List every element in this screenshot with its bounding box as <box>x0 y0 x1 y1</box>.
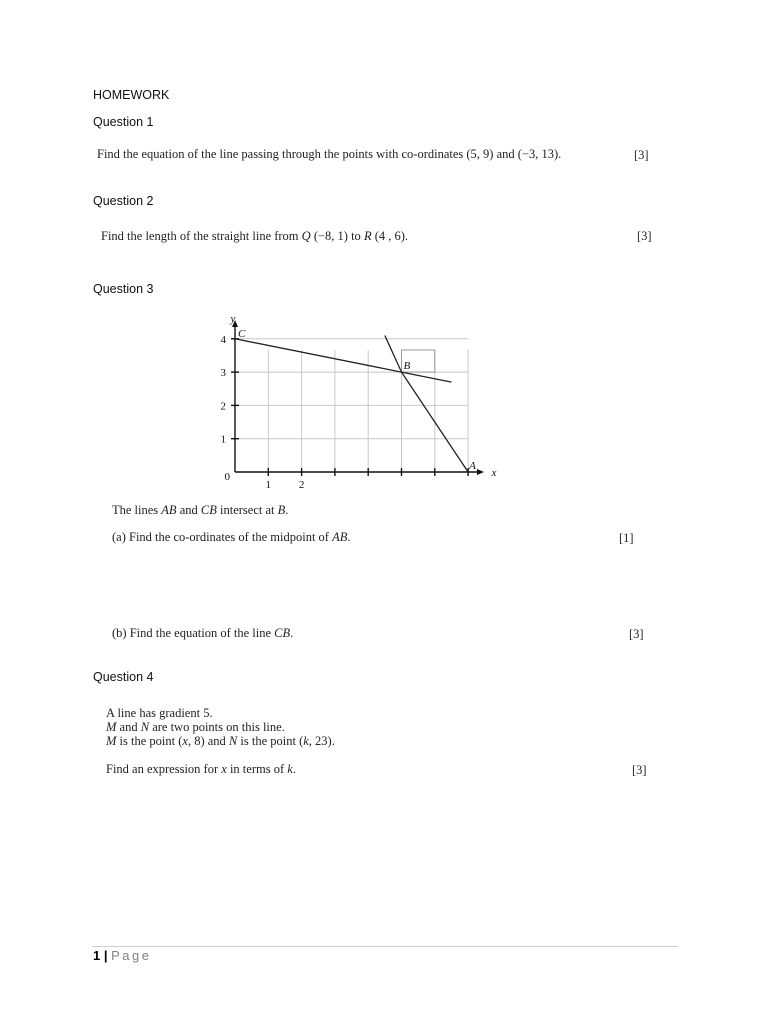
question-1-marks: [3] <box>634 148 649 162</box>
point-a-label: A <box>469 460 476 472</box>
question-4-marks: [3] <box>632 763 647 777</box>
line-graph-figure <box>210 310 510 495</box>
y-tick-label: 1 <box>220 433 226 446</box>
x-axis-label: x <box>491 467 497 479</box>
grid <box>235 339 468 472</box>
intersect-statement: The lines AB and CB intersect at B. <box>112 503 289 517</box>
page-number: 1 <box>93 948 101 963</box>
question-3b-marks: [3] <box>629 627 644 641</box>
x-tick-label: 2 <box>298 479 305 491</box>
footer-divider <box>92 946 678 947</box>
question-4-line-2: M and N are two points on this line. <box>106 720 285 734</box>
question-1-label: Question 1 <box>93 115 154 129</box>
y-tick-label: 4 <box>220 333 226 346</box>
question-2-text: Find the length of the straight line from Q (−8, 1) to R (4 , 6). <box>101 229 409 243</box>
homework-title: HOMEWORK <box>93 88 170 102</box>
question-2-marks: [3] <box>637 229 652 243</box>
question-4-ask: Find an expression for x in terms of k. <box>106 762 296 776</box>
x-axis-arrow <box>477 469 484 475</box>
origin-label: 0 <box>224 471 230 483</box>
graph-lines <box>235 335 468 472</box>
question-3b-text: (b) Find the equation of the line CB. <box>112 626 294 640</box>
question-3a-marks: [1] <box>619 531 634 545</box>
question-4-label: Question 4 <box>93 670 154 684</box>
y-axis-label: y <box>230 313 236 325</box>
point-b-label: B <box>403 360 411 373</box>
question-4-line-3: M is the point (x, 8) and N is the point (k, 23). <box>106 734 335 748</box>
line-ab <box>385 335 468 472</box>
y-tick-label: 2 <box>220 400 226 413</box>
y-tick-label: 3 <box>220 367 226 380</box>
footer-separator: | <box>103 948 108 963</box>
axes <box>232 320 484 475</box>
point-c-label: C <box>238 327 246 340</box>
page-word: Page <box>111 948 152 963</box>
x-tick-label: 1 <box>265 479 272 491</box>
question-1-text: Find the equation of the line passing through the points with co-ordinates (5, 9) and (−3, 13). <box>97 147 562 161</box>
question-3-label: Question 3 <box>93 282 154 296</box>
line-cb <box>235 339 451 382</box>
tick-marks <box>231 339 468 476</box>
question-2-label: Question 2 <box>93 194 154 208</box>
question-4-line-1: A line has gradient 5. <box>106 706 213 720</box>
graph-labels <box>221 313 497 491</box>
question-3a-text: (a) Find the co-ordinates of the midpoint of AB. <box>112 530 351 544</box>
page-footer <box>93 948 152 963</box>
